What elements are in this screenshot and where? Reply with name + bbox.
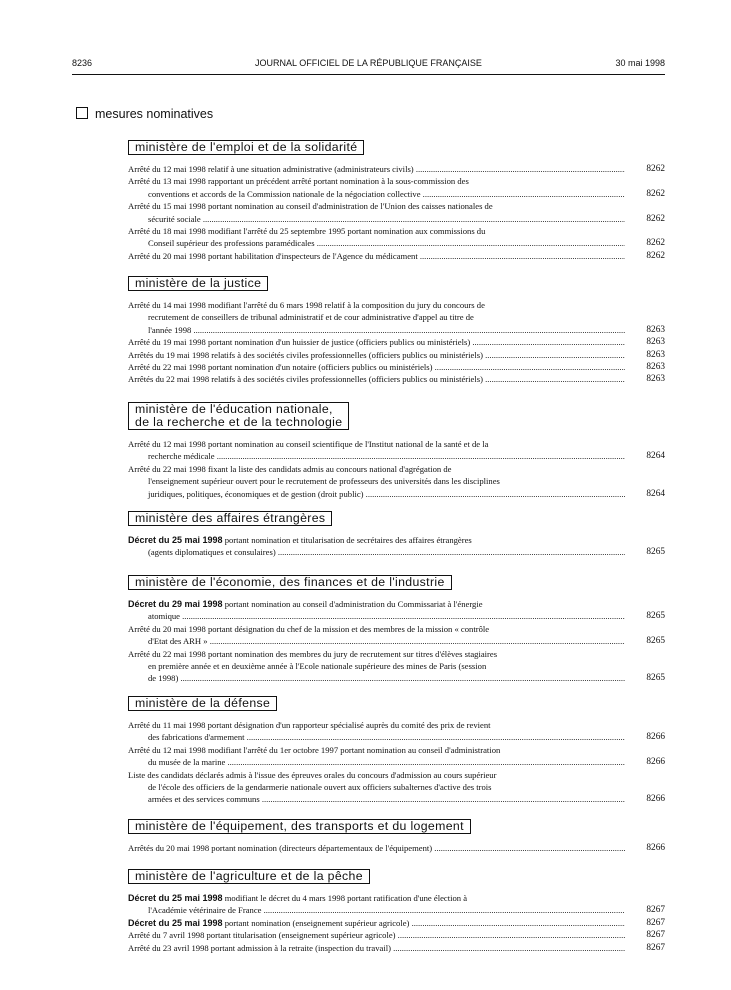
ministry-section — [128, 509, 665, 559]
page-reference: 8266 — [625, 842, 665, 854]
entry-list — [128, 534, 665, 559]
entry-text: portant nomination au conseil d'administration du Commissariat à l'énergie — [222, 599, 483, 609]
entry-text: modifiant le décret du 4 mars 1998 portant ratification d'une élection à — [222, 893, 468, 903]
ministry-title: ministère des affaires étrangères — [128, 511, 332, 526]
entry-line — [128, 904, 665, 916]
ministry-section — [128, 402, 665, 500]
entry-line — [128, 324, 665, 336]
ministry-title: ministère de l'agriculture et de la pêche — [128, 869, 370, 884]
entry-line — [128, 299, 665, 311]
page-reference: 8265 — [625, 635, 665, 647]
entry-text: Arrêté du 12 mai 1998 modifiant l'arrêté du 1er octobre 1997 portant nomination au conseil d'administration — [128, 744, 501, 755]
entry-line — [128, 373, 665, 385]
entry-text: conventions et accords de la Commission nationale de la négociation collective — [148, 188, 421, 199]
page-reference: 8263 — [625, 349, 665, 361]
entry-line — [128, 719, 665, 731]
entry-line — [128, 475, 665, 487]
entry-text: Arrêté du 15 mai 1998 portant nomination au conseil d'administration de l'Union des caisses nationales de — [128, 201, 493, 212]
entry-line — [128, 648, 665, 660]
mesures-nominatives-heading — [76, 107, 213, 121]
toc-entry[interactable] — [128, 929, 665, 941]
entry-line — [128, 237, 665, 249]
entry-list — [128, 719, 665, 806]
toc-entry[interactable] — [128, 336, 665, 348]
entry-text: sécurité sociale — [148, 213, 201, 224]
entry-text: Arrêté du 22 mai 1998 portant nomination d'un notaire (officiers publics ou ministériels) — [128, 361, 433, 372]
page-reference: 8266 — [625, 731, 665, 743]
entry-text: Arrêté du 12 mai 1998 relatif à une situation administrative (administrateurs civils) — [128, 164, 414, 174]
entry-list — [128, 438, 665, 500]
entry-text: des fabrications d'armement — [148, 732, 245, 743]
toc-entry[interactable] — [128, 892, 665, 917]
entry-list — [128, 299, 665, 386]
page-reference: 8262 — [625, 163, 665, 175]
entry-text: Arrêté du 20 mai 1998 portant habilitation d'inspecteurs de l'Agence du médicament — [128, 250, 418, 261]
ministry-section — [128, 867, 665, 954]
entry-text: Arrêté du 18 mai 1998 modifiant l'arrêté du 25 septembre 1995 portant nomination aux commissions du — [128, 225, 486, 236]
entry-list — [128, 892, 665, 954]
decree-lead: Décret du 25 mai 1998 — [128, 893, 223, 903]
page-reference: 8267 — [625, 929, 665, 941]
toc-entry[interactable] — [128, 744, 665, 769]
entry-text: (agents diplomatiques et consulaires) — [148, 547, 276, 558]
ministry-section — [128, 274, 665, 386]
entry-line — [128, 942, 665, 954]
page-reference: 8267 — [625, 917, 665, 929]
entry-text: d'Etat des ARH » — [148, 636, 208, 647]
page-reference: 8263 — [625, 361, 665, 373]
entry-text: Arrêté du 12 mai 1998 portant nomination au conseil scientifique de l'Institut national de la santé et de la — [128, 439, 489, 449]
entry-line — [128, 793, 665, 805]
entry-line — [128, 598, 665, 610]
page-reference: 8262 — [625, 250, 665, 262]
toc-entry[interactable] — [128, 225, 665, 250]
page-reference: 8264 — [625, 450, 665, 462]
entry-text: portant nomination et titularisation de secrétaires des affaires étrangères — [222, 535, 472, 545]
page-header — [72, 58, 665, 72]
entry-line — [128, 225, 665, 237]
entry-text: Arrêté du 19 mai 1998 portant nomination d'un huissier de justice (officiers publics ou ministériels) — [128, 337, 471, 348]
entry-text: Arrêté du 14 mai 1998 modifiant l'arrêté du 6 mars 1998 relatif à la composition du jury du concours de — [128, 300, 485, 310]
entry-line — [128, 769, 665, 781]
entry-text: atomique — [148, 611, 180, 622]
entry-line — [128, 756, 665, 768]
ministry-section — [128, 694, 665, 806]
mesures-title: mesures nominatives — [95, 107, 214, 121]
entry-list — [128, 598, 665, 685]
ministry-title: ministère de l'équipement, des transports et du logement — [128, 819, 471, 834]
toc-entry[interactable] — [128, 769, 665, 806]
entry-text: Arrêté du 22 mai 1998 portant nomination des membres du jury de recrutement sur titres d'élèves stagiaires — [128, 648, 498, 659]
entry-text: en première année et en deuxième année à l'Ecole nationale supérieure des mines de Paris (session — [148, 660, 487, 671]
entry-text: de 1998) — [148, 673, 179, 684]
entry-text: Arrêté du 11 mai 1998 portant désignation d'un rapporteur spécialisé auprès du comité des prix de revient — [128, 720, 491, 730]
toc-entry[interactable] — [128, 175, 665, 200]
toc-entry[interactable] — [128, 299, 665, 336]
entry-line — [128, 361, 665, 373]
toc-entry[interactable] — [128, 463, 665, 500]
entry-text: Arrêté du 13 mai 1998 rapportant un précédent arrêté portant nomination à la sous-commission des — [128, 176, 469, 187]
entry-line — [128, 623, 665, 635]
page-reference: 8265 — [625, 546, 665, 558]
decree-lead: Décret du 25 mai 1998 — [128, 917, 223, 928]
entry-line — [128, 349, 665, 361]
toc-entry[interactable] — [128, 349, 665, 361]
entry-text: l'année 1998 — [148, 324, 192, 335]
page-reference: 8266 — [625, 793, 665, 805]
entry-line — [128, 336, 665, 348]
page-number: 8236 — [72, 58, 93, 68]
entry-text: Conseil supérieur des professions paramédicales — [148, 238, 315, 249]
page-reference: 8263 — [625, 324, 665, 336]
entry-line — [128, 534, 665, 546]
entry-text: Arrêtés du 22 mai 1998 relatifs à des sociétés civiles professionnelles (officiers publics ou ministériels) — [128, 374, 483, 385]
toc-entry[interactable] — [128, 200, 665, 225]
page-reference: 8267 — [625, 904, 665, 916]
ministry-title: ministère de la justice — [128, 276, 268, 291]
entry-line — [128, 463, 665, 475]
entry-text: Liste des candidats déclarés admis à l'issue des épreuves orales du concours d'admission au cours supérieur — [128, 769, 497, 780]
entry-line — [128, 250, 665, 262]
page-reference: 8263 — [625, 336, 665, 348]
entry-text: Arrêtés du 20 mai 1998 portant nomination (directeurs départementaux de l'équipement) — [128, 843, 433, 853]
entry-text: recrutement de conseillers de tribunal administratif et de cour administrative d'appel au titre de — [148, 312, 474, 323]
ministry-section — [128, 573, 665, 685]
toc-entry[interactable] — [128, 163, 665, 175]
issue-date: 30 mai 1998 — [615, 58, 665, 68]
page-reference: 8266 — [625, 756, 665, 768]
entry-text: armées et des services communs — [148, 794, 260, 805]
entry-list — [128, 163, 665, 262]
ministry-title: ministère de l'emploi et de la solidarité — [128, 140, 364, 155]
toc-entry[interactable] — [128, 623, 665, 648]
entry-text: recherche médicale — [148, 451, 215, 462]
entry-line — [128, 744, 665, 756]
entry-line — [128, 450, 665, 462]
entry-line — [128, 672, 665, 684]
toc-entry[interactable] — [128, 534, 665, 559]
ministry-section — [128, 817, 665, 854]
toc-entry[interactable] — [128, 250, 665, 262]
entry-line — [128, 635, 665, 647]
entry-text: Arrêté du 22 mai 1998 fixant la liste des candidats admis au concours national d'agrégation de — [128, 463, 452, 474]
entry-line — [128, 175, 665, 187]
entry-text: du musée de la marine — [148, 757, 226, 768]
entry-line — [128, 200, 665, 212]
page-reference: 8265 — [625, 672, 665, 684]
page-reference: 8267 — [625, 942, 665, 954]
entry-line — [128, 731, 665, 743]
entry-line — [128, 842, 665, 854]
entry-text: juridiques, politiques, économiques et de gestion (droit public) — [148, 488, 364, 499]
toc-entry[interactable] — [128, 438, 665, 463]
toc-entry[interactable] — [128, 942, 665, 954]
page-reference: 8262 — [625, 213, 665, 225]
decree-lead: Décret du 25 mai 1998 — [128, 535, 223, 545]
page-reference: 8264 — [625, 488, 665, 500]
toc-entry[interactable] — [128, 373, 665, 385]
entry-text: Arrêté du 20 mai 1998 portant désignation du chef de la mission et des membres de la mission « contrôle — [128, 623, 490, 634]
page-reference: 8263 — [625, 373, 665, 385]
entry-line — [128, 660, 665, 672]
toc-entry[interactable] — [128, 719, 665, 744]
ministry-title: ministère de la défense — [128, 696, 277, 711]
ministry-title: ministère de l'économie, des finances et de l'industrie — [128, 575, 452, 590]
page-reference: 8262 — [625, 188, 665, 200]
entry-text: portant nomination (enseignement supérieur agricole) — [222, 917, 410, 928]
ministry-title: ministère de l'éducation nationale, de la recherche et de la technologie — [128, 402, 349, 430]
entry-line — [128, 929, 665, 941]
checkbox-square-icon — [76, 107, 88, 119]
entry-line — [128, 892, 665, 904]
entry-line — [128, 438, 665, 450]
entry-text: Arrêté du 7 avril 1998 portant titularisation (enseignement supérieur agricole) — [128, 930, 396, 941]
entry-line — [128, 188, 665, 200]
toc-entry[interactable] — [128, 648, 665, 685]
entry-text: l'Académie vétérinaire de France — [148, 905, 262, 916]
ministry-section — [128, 138, 665, 262]
toc-entry[interactable] — [128, 842, 665, 854]
page-reference: 8262 — [625, 237, 665, 249]
decree-lead: Décret du 29 mai 1998 — [128, 599, 223, 609]
entry-line — [128, 781, 665, 793]
toc-entry[interactable] — [128, 598, 665, 623]
entry-text: Arrêté du 23 avril 1998 portant admission à la retraite (inspection du travail) — [128, 942, 391, 953]
entry-line — [128, 610, 665, 622]
entry-line — [128, 163, 665, 175]
journal-title: JOURNAL OFFICIEL DE LA RÉPUBLIQUE FRANÇAISE — [255, 58, 482, 68]
entry-line — [128, 546, 665, 558]
header-rule — [72, 74, 665, 75]
entry-line — [128, 917, 665, 929]
toc-entry[interactable] — [128, 361, 665, 373]
entry-text: de l'école des officiers de la gendarmerie nationale ouvert aux officiers subalternes d'active des trois — [148, 781, 492, 792]
entry-line — [128, 213, 665, 225]
entry-line — [128, 311, 665, 323]
entry-list — [128, 842, 665, 854]
page-reference: 8265 — [625, 610, 665, 622]
entry-text: Arrêtés du 19 mai 1998 relatifs à des sociétés civiles professionnelles (officiers publics ou ministériels) — [128, 349, 483, 360]
toc-entry[interactable] — [128, 917, 665, 929]
entry-line — [128, 488, 665, 500]
entry-text: l'enseignement supérieur ouvert pour le recrutement de professeurs des universités dans les disciplines — [148, 476, 500, 487]
